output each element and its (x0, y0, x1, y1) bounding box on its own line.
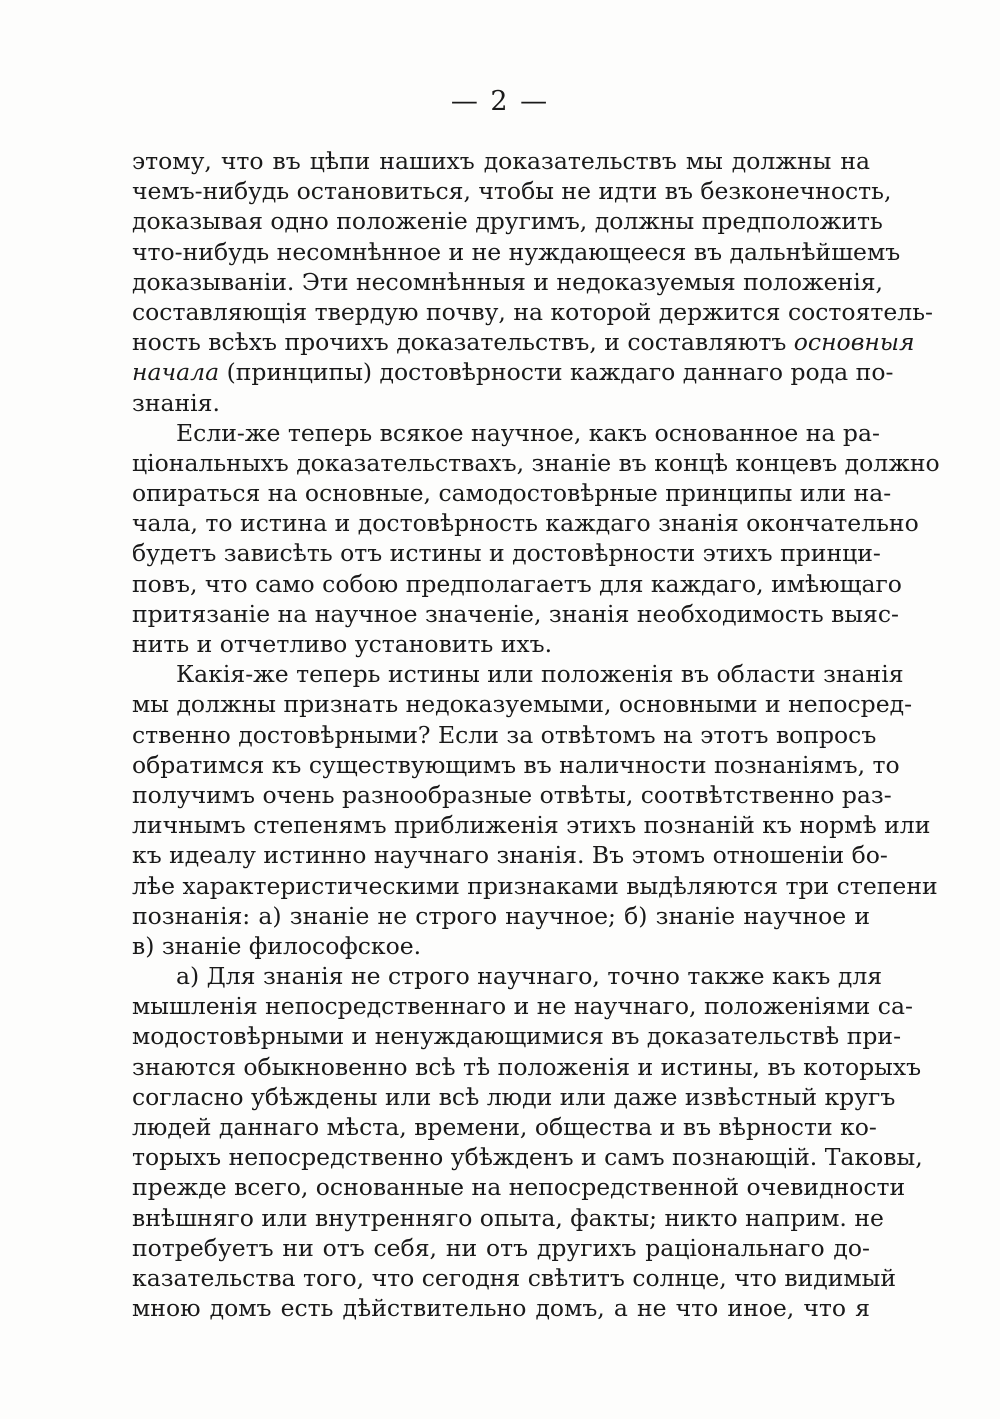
paragraph-2 (132, 418, 940, 660)
text-line: модостовѣрными и ненуждающимися въ доказательствѣ при- (132, 1022, 902, 1051)
text-line: потребуетъ ни отъ себя, ни отъ другихъ раціональнаго до- (132, 1233, 870, 1262)
paragraph-4 (132, 961, 923, 1323)
text-line: прежде всего, основанные на непосредственной очевидности (132, 1173, 906, 1202)
text-line: доказываніи. Эти несомнѣнныя и недоказуемыя положенія, (132, 267, 884, 296)
text-line: мною домъ есть дѣйствительно домъ, а не что иное, что я (132, 1294, 870, 1323)
text-line: ственно достовѣрными? Если за отвѣтомъ на этотъ вопросъ (132, 720, 877, 749)
text-line: согласно убѣждены или всѣ люди или даже извѣстный кругъ (132, 1082, 896, 1111)
text-line: в) знаніе философское. (132, 931, 422, 960)
text-line: притязаніе на научное значеніе, знанія необходимость выяс- (132, 599, 899, 628)
body-text (132, 146, 940, 1323)
paragraph-1 (132, 146, 933, 418)
text-line: лѣе характеристическими признаками выдѣляются три степени (132, 871, 938, 900)
text-line: знаются обыкновенно всѣ тѣ положенія и истины, въ которыхъ (132, 1052, 922, 1081)
text-line: къ идеалу истинно научнаго знанія. Въ этомъ отношеніи бо- (132, 841, 888, 870)
text-line: а) Для знанія не строго научнаго, точно также какъ для (176, 962, 883, 991)
text-line: начала (принципы) достовѣрности каждаго даннаго рода по- (132, 358, 894, 387)
text-line: чала, то истина и достовѣрность каждаго знанія окончательно (132, 509, 919, 538)
text-line: торыхъ непосредственно убѣжденъ и самъ познающій. Таковы, (132, 1143, 923, 1172)
text-line: этому, что въ цѣпи нашихъ доказательствъ мы должны на (132, 147, 870, 175)
text-line: людей даннаго мѣста, времени, общества и въ вѣрности ко- (132, 1113, 877, 1141)
text-line: знанія. (132, 388, 220, 417)
text-line: познанія: а) знаніе не строго научное; б) знаніе научное и (132, 901, 870, 930)
text-line: доказывая одно положеніе другимъ, должны предположить (132, 207, 883, 236)
paragraph-3 (132, 659, 938, 961)
italic-term: начала (132, 358, 220, 387)
page-number: — 2 — (450, 86, 550, 117)
text-line: Если-же теперь всякое научное, какъ основанное на ра- (176, 418, 880, 447)
text-line: внѣшняго или внутренняго опыта, факты; никто наприм. не (132, 1203, 884, 1232)
text-line: составляющія твердую почву, на которой держится состоятель- (132, 297, 933, 326)
text-line: опираться на основные, самодостовѣрные принципы или на- (132, 479, 892, 508)
text-line: ность всѣхъ прочихъ доказательствъ, и составляютъ основныя (132, 328, 915, 357)
italic-term: основныя (793, 328, 915, 357)
text-line: ціональныхъ доказательствахъ, знаніе въ концѣ концевъ должно (132, 448, 940, 477)
text-line: получимъ очень разнообразные отвѣты, соотвѣтственно раз- (132, 780, 892, 809)
text-line: личнымъ степенямъ приближенія этихъ познаній къ нормѣ или (132, 811, 931, 840)
text-line: мы должны признать недоказуемыми, основными и непосред- (132, 690, 913, 719)
text-line: обратимся къ существующимъ въ наличности познаніямъ, то (132, 750, 900, 779)
text-line: Какія-же теперь истины или положенія въ области знанія (176, 660, 904, 689)
text-line: что-нибудь несомнѣнное и не нуждающееся въ дальнѣйшемъ (132, 237, 901, 266)
text-line: будетъ зависѣть отъ истины и достовѣрности этихъ принци- (132, 539, 881, 568)
text-line: повъ, что само собою предполагаетъ для каждаго, имѣющаго (132, 569, 902, 598)
text-line: казательства того, что сегодня свѣтитъ солнце, что видимый (132, 1263, 897, 1292)
text-line: нить и отчетливо установить ихъ. (132, 630, 553, 658)
text-line: чемъ-нибудь остановиться, чтобы не идти въ безконечность, (132, 177, 892, 206)
text-line: мышленія непосредственнаго и не научнаго, положеніями са- (132, 992, 913, 1021)
